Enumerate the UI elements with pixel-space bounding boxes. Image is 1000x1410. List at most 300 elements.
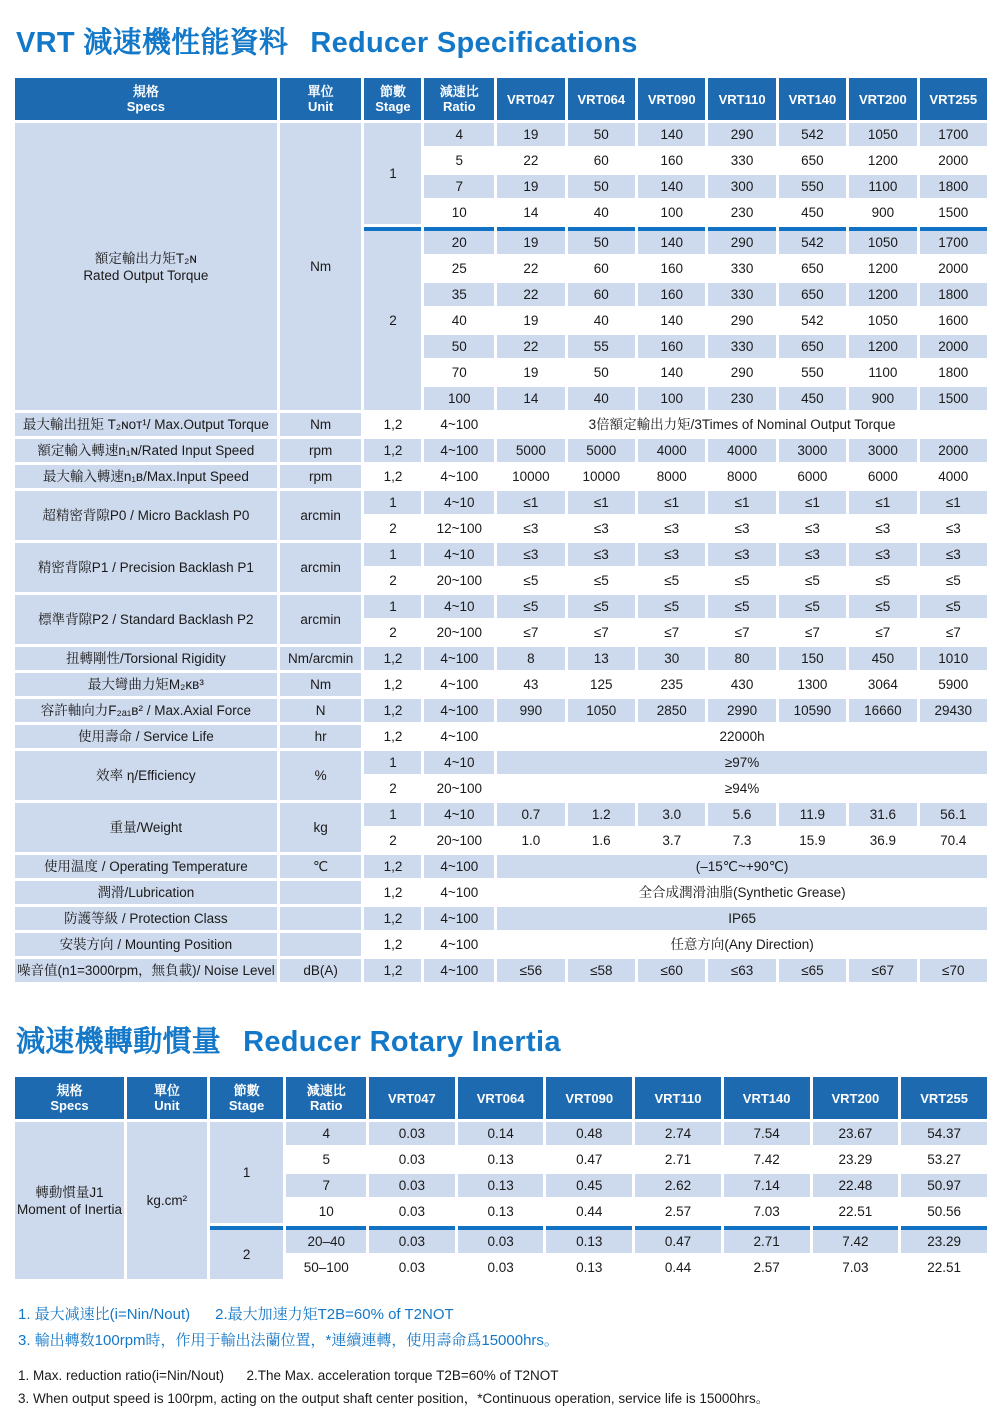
column-header-model: VRT110 <box>635 1077 721 1119</box>
rotary-inertia-grid <box>12 1074 990 1282</box>
ratio-cell: 20~100 <box>424 829 494 852</box>
value-cell: 0.03 <box>458 1226 544 1253</box>
value-cell: 100 <box>638 201 705 224</box>
table-row <box>15 751 987 774</box>
value-cell: 19 <box>497 361 564 384</box>
stage-cell: 1 <box>364 491 421 514</box>
value-cell: 22.51 <box>901 1256 987 1279</box>
value-cell: 160 <box>638 283 705 306</box>
value-cell: 54.37 <box>901 1122 987 1145</box>
value-cell: 125 <box>568 673 635 696</box>
column-header-specs-en: Specs <box>50 1098 89 1113</box>
value-cell: ≤7 <box>568 621 635 644</box>
value-cell: 31.6 <box>849 803 916 826</box>
value-cell: ≤3 <box>568 543 635 566</box>
value-cell: 1200 <box>849 257 916 280</box>
footnote-zh-1: 1. 最大减速比(i=Nin/Nout) 2.最大加速力矩T2B=60% of T2NOT <box>18 1306 454 1323</box>
value-cell: 160 <box>638 257 705 280</box>
unit-cell: kg <box>280 803 362 852</box>
value-cell: 1010 <box>920 647 987 670</box>
spec-label <box>15 959 277 982</box>
stage-cell: 1 <box>210 1122 284 1223</box>
footnote-en-1: 1. Max. reduction ratio(i=Nin/Nout) 2.The Max. acceleration torque T2B=60% of T2NOT <box>18 1368 559 1383</box>
value-cell: ≤1 <box>708 491 775 514</box>
inertia-section-title-en: Reducer Rotary Inertia <box>243 1026 561 1058</box>
table-row <box>15 123 987 146</box>
unit-cell: rpm <box>280 465 362 488</box>
spec-label-line: 噪音值(n1=3000rpm，無負載)/ Noise Level <box>17 963 275 978</box>
value-cell: 8000 <box>638 465 705 488</box>
footnote-en-2: 3. When output speed is 100rpm, acting on the output shaft center position，*Continuous operation, service life is 15000hrs。 <box>18 1391 770 1406</box>
value-cell: 150 <box>779 647 846 670</box>
value-cell: 140 <box>638 175 705 198</box>
value-cell: 2.71 <box>635 1148 721 1171</box>
table-row <box>15 673 987 696</box>
value-cell: 0.03 <box>369 1226 455 1253</box>
ratio-cell: 4~10 <box>424 595 494 618</box>
value-cell: ≤5 <box>568 595 635 618</box>
value-cell: 1200 <box>849 283 916 306</box>
unit-cell: Nm <box>280 123 362 410</box>
column-header-stage-en: Stage <box>375 99 411 114</box>
value-cell: 29430 <box>920 699 987 722</box>
column-header-specs <box>15 78 277 120</box>
value-cell: ≤7 <box>708 621 775 644</box>
table-row <box>15 907 987 930</box>
spec-label-line: 扭轉剛性/Torsional Rigidity <box>65 651 226 666</box>
value-cell: 0.47 <box>635 1226 721 1253</box>
value-cell: ≤3 <box>779 543 846 566</box>
value-span-cell: 任意方向(Any Direction) <box>497 933 987 956</box>
table-row <box>15 413 987 436</box>
value-cell: 43 <box>497 673 564 696</box>
column-header-stage-zh: 節數 <box>379 84 406 99</box>
value-cell: 16660 <box>849 699 916 722</box>
value-cell: ≤7 <box>920 621 987 644</box>
spec-label <box>15 543 277 592</box>
value-cell: 55 <box>568 335 635 358</box>
stage-cell: 1,2 <box>364 413 421 436</box>
value-cell: 450 <box>779 387 846 410</box>
spec-label <box>15 1122 124 1279</box>
value-cell: 450 <box>849 647 916 670</box>
value-cell: 2990 <box>708 699 775 722</box>
value-cell: ≤3 <box>497 543 564 566</box>
value-cell: 1600 <box>920 309 987 332</box>
ratio-cell: 4~100 <box>424 413 494 436</box>
unit-cell: Nm <box>280 673 362 696</box>
value-cell: ≤3 <box>497 517 564 540</box>
ratio-cell: 25 <box>424 257 494 280</box>
value-cell: 13 <box>568 647 635 670</box>
value-cell: 7.03 <box>724 1200 810 1223</box>
value-cell: 22.51 <box>813 1200 899 1223</box>
value-cell: 50 <box>568 175 635 198</box>
column-header-model: VRT090 <box>546 1077 632 1119</box>
value-cell: 3000 <box>779 439 846 462</box>
value-cell: ≤5 <box>638 595 705 618</box>
spec-label-line: 標準背隙P2 / Standard Backlash P2 <box>38 612 254 627</box>
value-cell: 0.13 <box>546 1256 632 1279</box>
value-cell: 7.03 <box>813 1256 899 1279</box>
value-cell: 3064 <box>849 673 916 696</box>
value-cell: ≤5 <box>779 569 846 592</box>
value-cell: 0.03 <box>458 1256 544 1279</box>
spec-label-line: 超精密背隙P0 / Micro Backlash P0 <box>42 508 250 523</box>
table-row <box>15 439 987 462</box>
value-cell: ≤7 <box>497 621 564 644</box>
value-cell: 60 <box>568 149 635 172</box>
stage-cell: 2 <box>210 1226 284 1279</box>
spec-label <box>15 907 277 930</box>
spec-label-line: 精密背隙P1 / Precision Backlash P1 <box>37 560 254 575</box>
spec-label <box>15 751 277 800</box>
value-cell: ≤3 <box>920 517 987 540</box>
value-cell: 4000 <box>638 439 705 462</box>
value-cell: 1.2 <box>568 803 635 826</box>
stage-cell: 1,2 <box>364 959 421 982</box>
spec-section-title-en: Reducer Specifications <box>310 27 638 59</box>
value-span-cell: ≥97% <box>497 751 987 774</box>
value-cell: 5900 <box>920 673 987 696</box>
column-header-model: VRT047 <box>369 1077 455 1119</box>
value-span-cell: IP65 <box>497 907 987 930</box>
column-header-ratio-zh: 減速比 <box>439 84 479 99</box>
spec-label <box>15 491 277 540</box>
value-cell: 542 <box>779 227 846 254</box>
value-cell: 1700 <box>920 123 987 146</box>
value-cell: 40 <box>568 387 635 410</box>
value-span-cell: ≥94% <box>497 777 987 800</box>
table-row <box>15 725 987 748</box>
spec-label-line: 額定輸入轉速n₁ɴ/Rated Input Speed <box>37 443 255 458</box>
value-cell: 650 <box>779 149 846 172</box>
stage-cell: 1,2 <box>364 855 421 878</box>
value-cell: 53.27 <box>901 1148 987 1171</box>
value-cell: ≤3 <box>920 543 987 566</box>
value-cell: 2000 <box>920 335 987 358</box>
stage-cell: 1,2 <box>364 439 421 462</box>
inertia-section-title <box>16 1019 990 1060</box>
value-cell: 22 <box>497 149 564 172</box>
value-cell: 1800 <box>920 283 987 306</box>
value-cell: ≤5 <box>497 595 564 618</box>
unit-cell: dB(A) <box>280 959 362 982</box>
value-cell: 0.47 <box>546 1148 632 1171</box>
ratio-cell: 4~100 <box>424 933 494 956</box>
value-cell: 7.42 <box>724 1148 810 1171</box>
spec-section-title <box>16 20 990 61</box>
ratio-cell: 4~10 <box>424 803 494 826</box>
unit-cell: rpm <box>280 439 362 462</box>
ratio-cell: 20~100 <box>424 621 494 644</box>
value-cell: 3.0 <box>638 803 705 826</box>
column-header-model: VRT200 <box>849 78 916 120</box>
unit-cell <box>280 933 362 956</box>
column-header-ratio-en: Ratio <box>310 1098 343 1113</box>
value-cell: 1050 <box>849 123 916 146</box>
value-cell: 10590 <box>779 699 846 722</box>
value-cell: 0.13 <box>458 1174 544 1197</box>
value-cell: 1.6 <box>568 829 635 852</box>
unit-cell: kg.cm² <box>127 1122 207 1279</box>
value-cell: ≤3 <box>849 543 916 566</box>
value-cell: 10000 <box>568 465 635 488</box>
ratio-cell: 4~100 <box>424 907 494 930</box>
value-cell: ≤3 <box>708 543 775 566</box>
spec-label-line: 轉動慣量J1 <box>35 1184 104 1200</box>
value-cell: 330 <box>708 257 775 280</box>
value-cell: ≤7 <box>638 621 705 644</box>
value-cell: 650 <box>779 257 846 280</box>
spec-label-line: 效率 η/Efficiency <box>96 768 196 783</box>
spec-label-line: 安裝方向 / Mounting Position <box>59 937 233 952</box>
value-cell: 290 <box>708 123 775 146</box>
value-cell: 7.3 <box>708 829 775 852</box>
column-header-specs <box>15 1077 124 1119</box>
value-cell: 22.48 <box>813 1174 899 1197</box>
ratio-cell: 5 <box>286 1148 366 1171</box>
ratio-cell: 10 <box>424 201 494 224</box>
value-cell: 1.0 <box>497 829 564 852</box>
footnote-zh-2: 3. 輸出轉数100rpm時，作用于輸出法蘭位置，*連續連轉，使用壽命爲15000hrs。 <box>18 1332 559 1349</box>
stage-cell: 1,2 <box>364 933 421 956</box>
value-cell: 40 <box>568 201 635 224</box>
value-cell: ≤5 <box>920 569 987 592</box>
table-row <box>15 933 987 956</box>
reducer-specifications-table <box>12 75 990 985</box>
value-cell: 14 <box>497 201 564 224</box>
value-cell: ≤1 <box>568 491 635 514</box>
spec-label-line: 使用壽命 / Service Life <box>77 729 214 744</box>
ratio-cell: 12~100 <box>424 517 494 540</box>
value-cell: 15.9 <box>779 829 846 852</box>
value-cell: 50.56 <box>901 1200 987 1223</box>
value-cell: 0.44 <box>635 1256 721 1279</box>
stage-cell: 1,2 <box>364 881 421 904</box>
value-cell: 14 <box>497 387 564 410</box>
column-header-unit-en: Unit <box>307 99 334 114</box>
value-cell: 1800 <box>920 361 987 384</box>
value-cell: 8 <box>497 647 564 670</box>
value-span-cell: 全合成潤滑油脂(Synthetic Grease) <box>497 881 987 904</box>
value-cell: 11.9 <box>779 803 846 826</box>
stage-cell: 1,2 <box>364 647 421 670</box>
unit-cell: % <box>280 751 362 800</box>
value-cell: 550 <box>779 175 846 198</box>
value-cell: 7.14 <box>724 1174 810 1197</box>
value-cell: 10000 <box>497 465 564 488</box>
unit-cell: Nm <box>280 413 362 436</box>
value-cell: ≤1 <box>638 491 705 514</box>
value-cell: 1700 <box>920 227 987 254</box>
value-cell: 23.29 <box>813 1148 899 1171</box>
header-row <box>15 78 987 120</box>
spec-label <box>15 413 277 436</box>
column-header-model: VRT090 <box>638 78 705 120</box>
ratio-cell: 5 <box>424 149 494 172</box>
ratio-cell: 50–100 <box>286 1256 366 1279</box>
value-cell: ≤70 <box>920 959 987 982</box>
value-cell: 7.42 <box>813 1226 899 1253</box>
ratio-cell: 4~10 <box>424 751 494 774</box>
column-header-unit-zh: 單位 <box>307 84 334 99</box>
ratio-cell: 40 <box>424 309 494 332</box>
unit-cell: N <box>280 699 362 722</box>
value-cell: 140 <box>638 309 705 332</box>
column-header-unit-zh: 單位 <box>153 1083 180 1098</box>
stage-cell: 2 <box>364 569 421 592</box>
value-cell: 542 <box>779 309 846 332</box>
value-cell: 650 <box>779 335 846 358</box>
value-cell: 140 <box>638 227 705 254</box>
table-row <box>15 803 987 826</box>
spec-label-line: Moment of Inertia <box>17 1201 123 1217</box>
value-cell: ≤5 <box>849 595 916 618</box>
column-header-model: VRT110 <box>708 78 775 120</box>
stage-cell: 2 <box>364 829 421 852</box>
value-cell: 5000 <box>497 439 564 462</box>
value-cell: 230 <box>708 387 775 410</box>
value-cell: 300 <box>708 175 775 198</box>
value-cell: 290 <box>708 227 775 254</box>
value-cell: ≤7 <box>849 621 916 644</box>
value-cell: 1500 <box>920 201 987 224</box>
stage-cell: 1,2 <box>364 725 421 748</box>
ratio-cell: 70 <box>424 361 494 384</box>
spec-label <box>15 595 277 644</box>
spec-label-line: 最大彎曲力矩M₂ᴋʙ³ <box>87 677 204 692</box>
stage-cell: 1 <box>364 595 421 618</box>
column-header-model: VRT064 <box>458 1077 544 1119</box>
spec-label <box>15 881 277 904</box>
value-cell: 1100 <box>849 175 916 198</box>
ratio-cell: 4~100 <box>424 881 494 904</box>
table-row <box>15 647 987 670</box>
ratio-cell: 7 <box>424 175 494 198</box>
value-cell: 330 <box>708 283 775 306</box>
table-row <box>15 1122 987 1145</box>
value-cell: 1050 <box>849 227 916 254</box>
value-cell: ≤3 <box>568 517 635 540</box>
value-cell: ≤7 <box>779 621 846 644</box>
ratio-cell: 4~100 <box>424 959 494 982</box>
spec-label-line: 額定輸出力矩T₂ɴ <box>94 250 197 266</box>
spec-label <box>15 725 277 748</box>
value-cell: ≤5 <box>779 595 846 618</box>
stage-cell: 1 <box>364 123 421 224</box>
value-cell: ≤56 <box>497 959 564 982</box>
value-cell: 50 <box>568 361 635 384</box>
ratio-cell: 4~10 <box>424 543 494 566</box>
value-cell: 2.57 <box>635 1200 721 1223</box>
value-cell: 100 <box>638 387 705 410</box>
column-header-stage-en: Stage <box>228 1098 265 1113</box>
column-header-ratio <box>424 78 494 120</box>
column-header-model: VRT255 <box>901 1077 987 1119</box>
value-cell: ≤60 <box>638 959 705 982</box>
header-row <box>15 1077 987 1119</box>
rotary-inertia-table <box>12 1074 990 1282</box>
ratio-cell: 7 <box>286 1174 366 1197</box>
value-cell: 542 <box>779 123 846 146</box>
value-cell: 1300 <box>779 673 846 696</box>
value-cell: ≤1 <box>497 491 564 514</box>
table-row <box>15 699 987 722</box>
value-cell: 1200 <box>849 149 916 172</box>
column-header-stage <box>364 78 421 120</box>
value-cell: 50.97 <box>901 1174 987 1197</box>
unit-cell: arcmin <box>280 543 362 592</box>
column-header-ratio-en: Ratio <box>443 99 476 114</box>
column-header-model: VRT047 <box>497 78 564 120</box>
value-cell: 5.6 <box>708 803 775 826</box>
value-cell: ≤5 <box>920 595 987 618</box>
spec-label <box>15 647 277 670</box>
value-cell: 36.9 <box>849 829 916 852</box>
value-span-cell: 22000h <box>497 725 987 748</box>
value-cell: 1050 <box>849 309 916 332</box>
column-header-ratio-zh: 減速比 <box>306 1083 346 1098</box>
value-cell: 900 <box>849 201 916 224</box>
value-cell: 70.4 <box>920 829 987 852</box>
value-cell: 60 <box>568 283 635 306</box>
value-cell: ≤5 <box>708 569 775 592</box>
value-cell: 3000 <box>849 439 916 462</box>
value-cell: 23.67 <box>813 1122 899 1145</box>
column-header-specs-en: Specs <box>126 99 166 114</box>
value-cell: 0.48 <box>546 1122 632 1145</box>
value-cell: 0.44 <box>546 1200 632 1223</box>
stage-cell: 2 <box>364 777 421 800</box>
column-header-model: VRT140 <box>779 78 846 120</box>
column-header-stage-zh: 節數 <box>233 1083 260 1098</box>
value-cell: 2850 <box>638 699 705 722</box>
spec-section-title-zh: VRT 減速機性能資料 <box>16 27 289 59</box>
value-cell: 235 <box>638 673 705 696</box>
unit-cell: arcmin <box>280 595 362 644</box>
value-cell: 4000 <box>708 439 775 462</box>
value-cell: 22 <box>497 257 564 280</box>
value-cell: 1100 <box>849 361 916 384</box>
spec-label-line: 最大輸入轉速n₁ʙ/Max.Input Speed <box>42 469 249 484</box>
value-cell: ≤5 <box>638 569 705 592</box>
table-row <box>15 595 987 618</box>
table-row <box>15 881 987 904</box>
ratio-cell: 4 <box>424 123 494 146</box>
column-header-model: VRT200 <box>813 1077 899 1119</box>
ratio-cell: 20~100 <box>424 777 494 800</box>
value-cell: 0.03 <box>369 1256 455 1279</box>
value-cell: 19 <box>497 175 564 198</box>
value-cell: 550 <box>779 361 846 384</box>
value-cell: ≤1 <box>779 491 846 514</box>
value-cell: 40 <box>568 309 635 332</box>
value-cell: 2000 <box>920 149 987 172</box>
stage-cell: 1 <box>364 543 421 566</box>
value-cell: 1800 <box>920 175 987 198</box>
column-header-model: VRT255 <box>920 78 987 120</box>
ratio-cell: 4~100 <box>424 673 494 696</box>
value-cell: 19 <box>497 227 564 254</box>
stage-cell: 2 <box>364 227 421 410</box>
column-header-ratio <box>286 1077 366 1119</box>
value-cell: 4000 <box>920 465 987 488</box>
value-cell: 3.7 <box>638 829 705 852</box>
column-header-unit-en: Unit <box>154 1098 180 1113</box>
table-row <box>15 855 987 878</box>
value-cell: 30 <box>638 647 705 670</box>
